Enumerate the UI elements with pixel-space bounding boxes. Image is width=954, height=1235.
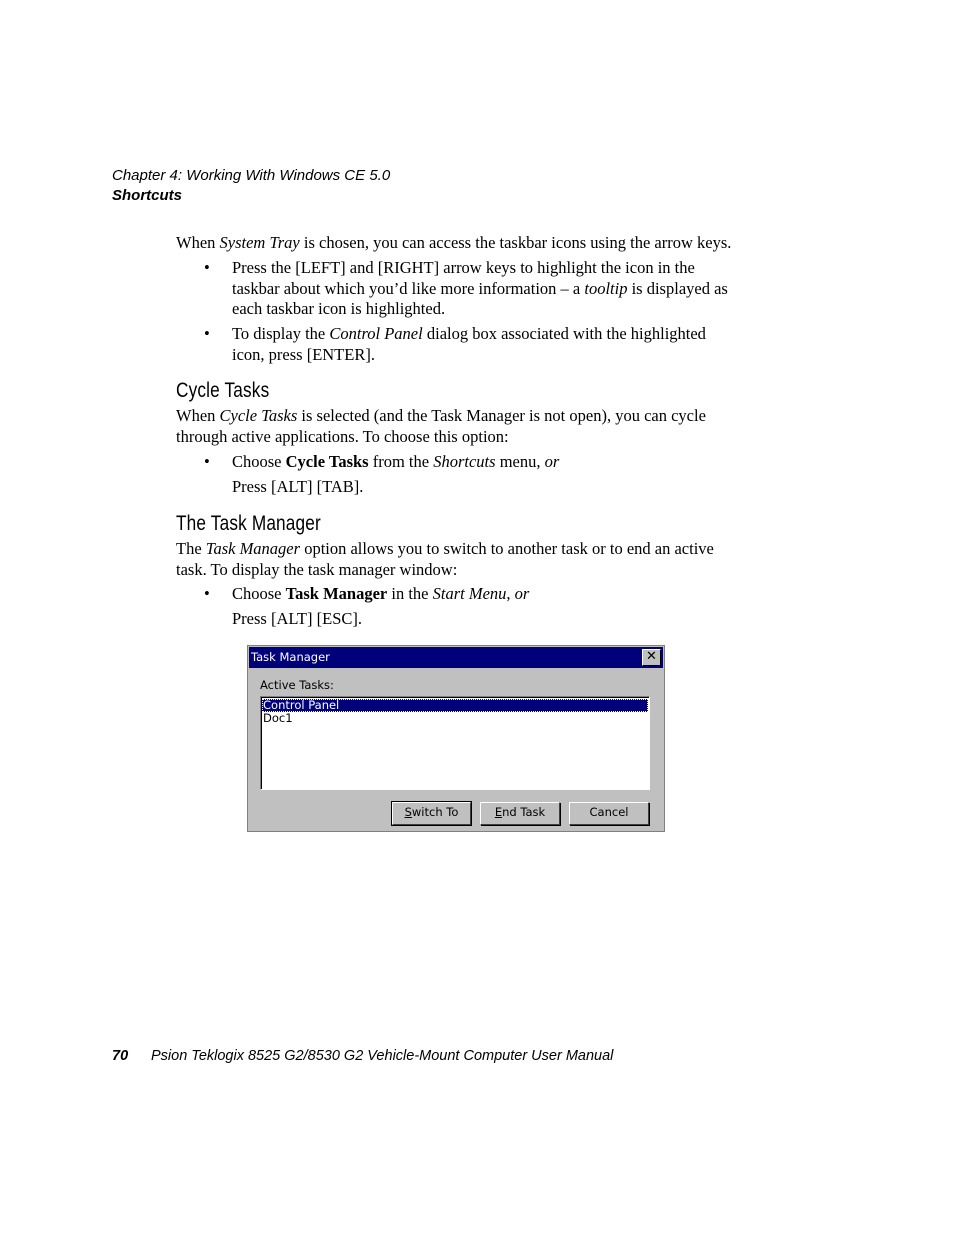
bullet-dot: • <box>204 324 210 343</box>
intro-paragraph <box>176 233 731 254</box>
line <box>232 584 529 605</box>
active-tasks-label: Active Tasks: <box>260 678 334 692</box>
line: Press the [LEFT] and [RIGHT] arrow keys to highlight the icon in the <box>232 258 695 277</box>
text-run: in the <box>387 584 433 603</box>
switch-to-button[interactable] <box>392 802 471 825</box>
text-run: When <box>176 406 220 425</box>
text-run: is selected (and the Task Manager is not open), you can cycle <box>297 406 706 425</box>
bullet-dot: • <box>204 258 210 277</box>
close-icon: ✕ <box>646 649 657 664</box>
text-run: Choose <box>232 584 286 603</box>
text-run: option allows you to switch to another task or to end an active <box>300 539 714 558</box>
emphasis: Control Panel <box>329 324 423 343</box>
cycle-paragraph <box>176 406 706 447</box>
emphasis: or <box>544 452 560 471</box>
cycle-alt-keys: Press [ALT] [TAB]. <box>232 477 364 496</box>
bullet-text <box>232 452 559 473</box>
line <box>176 539 714 560</box>
taskmgr-alt-keys: Press [ALT] [ESC]. <box>232 609 363 628</box>
accelerator-key: E <box>494 805 503 819</box>
line: each taskbar icon is highlighted. <box>232 299 446 318</box>
text-run: menu, <box>495 452 545 471</box>
emphasis: Cycle Tasks <box>219 406 298 425</box>
dialog-title: Task Manager <box>251 650 330 664</box>
text-run: Choose <box>232 452 286 471</box>
text-run: is displayed as <box>627 278 728 298</box>
emphasis: Start Menu <box>432 584 507 603</box>
page-number: 70 <box>112 1048 129 1064</box>
button-label: witch To <box>411 805 459 819</box>
task-manager-dialog <box>247 645 665 832</box>
line <box>232 324 706 345</box>
strong: Cycle Tasks <box>285 452 369 471</box>
emphasis: Shortcuts <box>433 452 496 471</box>
text-run: When <box>176 233 220 252</box>
button-label: nd Task <box>502 805 546 819</box>
line: icon, press [ENTER]. <box>232 344 375 364</box>
text-run: is chosen, you can access the taskbar icons using the arrow keys. <box>299 233 732 252</box>
text-run: , <box>506 584 515 603</box>
footer-manual-title: Psion Teklogix 8525 G2/8530 G2 Vehicle-Mount Computer User Manual <box>151 1048 614 1064</box>
dialog-titlebar <box>249 647 663 668</box>
emphasis: Task Manager <box>205 539 301 558</box>
list-item[interactable]: Control Panel <box>262 699 648 712</box>
running-header-section: Shortcuts <box>112 187 183 204</box>
strong: Task Manager <box>285 584 388 603</box>
heading-task-manager: The Task Manager <box>176 512 321 535</box>
bullet-text <box>232 258 728 320</box>
bullet-dot: • <box>204 584 210 603</box>
page-footer <box>112 1047 128 1065</box>
line: task. To display the task manager window: <box>176 559 458 579</box>
bullet-text <box>232 584 529 605</box>
cancel-button[interactable]: Cancel <box>569 802 649 825</box>
close-button[interactable] <box>642 649 661 666</box>
running-header-chapter: Chapter 4: Working With Windows CE 5.0 <box>112 167 391 184</box>
taskmgr-paragraph <box>176 539 714 580</box>
heading-cycle-tasks: Cycle Tasks <box>176 379 270 402</box>
line <box>176 406 706 427</box>
line <box>232 279 728 300</box>
text-run: taskbar about which you’d like more information – a <box>232 278 585 298</box>
text-run: The <box>176 539 206 558</box>
line: through active applications. To choose this option: <box>176 426 509 446</box>
end-task-button[interactable] <box>480 802 560 825</box>
text-run: dialog box associated with the highlighted <box>422 324 706 343</box>
text-run: To display the <box>232 324 330 343</box>
line <box>232 452 559 473</box>
emphasis: tooltip <box>584 278 628 298</box>
accelerator-key: S <box>404 805 412 819</box>
list-item[interactable]: Doc1 <box>263 711 293 725</box>
emphasis: or <box>514 584 530 603</box>
bullet-dot: • <box>204 452 210 471</box>
text-run: from the <box>368 452 434 471</box>
bullet-text <box>232 324 706 365</box>
emphasis: System Tray <box>219 233 300 252</box>
active-tasks-listbox[interactable] <box>260 696 650 790</box>
